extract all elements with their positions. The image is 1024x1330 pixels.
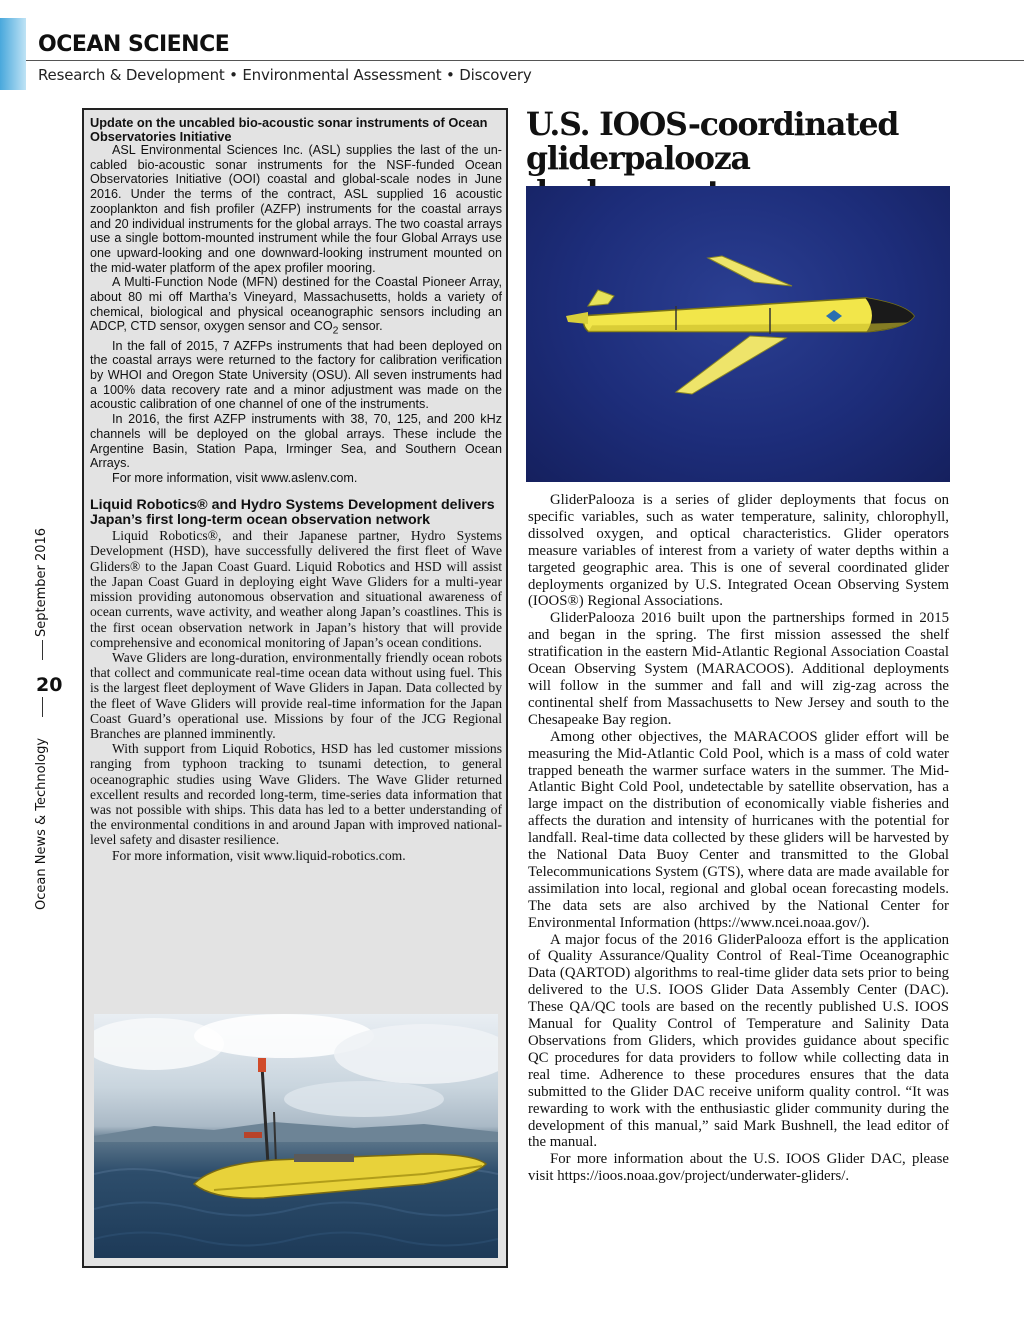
article1-paragraph: A Multi-Function Node (MFN) destined for the Coastal Pioneer Array, about 80 mi off Martha’s Vineyard, Massachusetts, holds a variety of chemical, biological and physical oceanographic sensors including an ADCP, CTD sensor, oxygen sensor and $CO_2$ sensor. [90,275,502,337]
article2-title: Liquid Robotics® and Hydro Systems Development delivers Japan’s first long-term ocean observation network [90,496,495,528]
wave-glider-illustration [94,1014,498,1258]
article2-paragraph: With support from Liquid Robotics, HSD has led customer missions ranging from typhoon tracking to tsunami detection, to general oceanographic studies using Wave Gliders. The Wave Glider returned excellent results and recorded long-term, time-series data information that was not possible with ships. This data has led to a better understanding of the environmental conditions in and around Japan with improved national-level safety and disaster resilience. [90,741,502,848]
main-article-paragraph: For more information about the U.S. IOOS Glider DAC, please visit https://ioos.noaa.gov/project/underwater-gliders/. [528,1151,949,1185]
article1-paragraph: For more information, visit www.aslenv.com. [112,470,358,485]
section-subtitle: Research & Development • Environmental Assessment • Discovery [38,66,532,84]
section-title: OCEAN SCIENCE [38,32,230,57]
ocean-glider-illustration [526,186,950,482]
main-article-paragraph: Among other objectives, the MARACOOS glider effort will be measuring the Mid-Atlantic Cold Pool, which is a mass of cold water trapped beneath the warmer surface waters in the summer. The Mid-Atlantic Bight Cold Pool, undetectable by satellite observation, has a large impact on the distribution of economically viable fisheries and affects the duration and intensity of hurricanes with the potential for landfall. Real-time data collected by these gliders will be harvested by the National Data Buoy Center and transmitted to the Global Telecommunications System (GTS), where data are made available for assimilation into local, regional and global ocean forecasting models. The data sets are also archived by the National Center for Environmental Information (https://www.ncei.noaa.gov/). [528,728,949,931]
wave-glider-photo [94,1014,498,1258]
issue-date: September 2016 [34,527,49,637]
article2-paragraph: Liquid Robotics®, and their Japanese partner, Hydro Systems Development (HSD), have successfully delivered the first fleet of Wave Gliders® to the Japan Coast Guard. Liquid Robotics and HSD will assist the Japan Coast Guard in deploying eight Wave Gliders for a multi-year mission providing autonomous observation and situational awareness of ocean currents, wave activity, and weather along Japan’s coastlines. This is the first ocean observation network in Japan’s history that will provide comprehensive and economical monitoring of Japan’s ocean conditions. [90,528,502,650]
article1-title: Update on the uncabled bio-acoustic sonar instruments of Ocean Observatories Initiative [90,115,488,144]
news-sidebar [82,108,508,1268]
article1-paragraph: In 2016, the first AZFP instruments with 38, 70, 125, and 200 kHz channels will be deployed on the global arrays. These include the Argentine Basin, Station Papa, Irminger Sea, and Southern Ocean Arrays. [90,412,502,471]
co2-subscript: 2 [332,324,339,337]
header-color-band [0,18,26,90]
article2-paragraph: For more information, visit www.liquid-robotics.com. [112,847,406,863]
main-article-paragraph: GliderPalooza 2016 built upon the partnerships formed in 2015 and began in the spring. The first mission assessed the shelf stratification in the eastern Mid-Atlantic Regional Association Coastal Ocean Observing System (MARACOOS). Additional deployments will follow in the summer and fall and will zig-zag across the continental shelf from Massachusetts to New Jersey and south to the Chesapeake Bay region. [528,610,949,728]
article1-paragraph: In the fall of 2015, 7 AZFPs instruments that had been deployed on the coastal arrays were returned to the factory for calibration verification by WHOI and Oregon State University (OSU). All seven instruments had a 100% data recovery rate and a minor adjustment was made on the acoustic calibration of one channel of one of the instruments. [90,338,502,412]
main-article-paragraph: GliderPalooza is a series of glider deployments that focus on specific variables, such as water temperature, salinity, chlorophyll, dissolved oxygen, and optical characteristics. Glider operators measure variables of interest from a variety of water depths within a targeted geographic area. This is one of several coordinated glider deployments organized by U.S. Integrated Ocean Observing System (IOOS®) Regional Associations. [528,492,949,610]
side-divider [42,697,43,717]
side-divider [42,640,43,660]
ocean-glider-photo [526,186,950,482]
main-article-body [528,492,949,1185]
page-number: 20 [36,674,63,696]
magazine-name: Ocean News & Technology [34,737,49,910]
article1-paragraph: ASL Environmental Sciences Inc. (ASL) supplies the last of the un-cabled bio-acoustic sonar instruments for the NSF-funded Ocean Observatories Initiative (OOI) coastal and global-scale nodes in June 2016. Under the terms of the contract, ASL supplied 16 acoustic zooplankton and fish profiler (AZFP) instruments for the coastal arrays and 20 individual instruments for the global arrays. The two coastal arrays use a single bottom-mounted instrument while the four Global Arrays use one upward-looking and one downward-looking instrument mounted on the mid-water platform of the apex profiler mooring. [90,143,502,275]
header-rule [26,60,1024,61]
article-headline: U.S. IOOS-coordinated gliderpalooza [526,106,899,177]
main-article-paragraph: A major focus of the 2016 GliderPalooza effort is the application of Quality Assurance/Quality Control of Real-Time Oceanographic Data (QARTOD) algorithms to real-time glider data sets prior to being delivered to the U.S. IOOS Glider Data Assembly Center (DAC). These QA/QC tools are based on the recently published U.S. IOOS Manual for Quality Control of Temperature and Salinity Data Observations from Gliders, which provides guidance about specific QC procedures for data providers to follow while collecting data in real time. Adherence to these procedures ensures that the data submitted to the Glider DAC receive uniform quality control. “It was rewarding to work with the enthusiastic glider community during the development of this manual,” said Mark Bushnell, the lead editor of the manual. [528,931,949,1151]
article2-paragraph: Wave Gliders are long-duration, environmentally friendly ocean robots that collect and communicate real-time ocean data without using fuel. This is the largest fleet deployment of Wave Gliders in Japan. Data collected by the fleet of Wave Gliders will provide real-time information for the Japan Coast Guard’s operational use. Missions by four of the JCG Regional Branches are planned imminently. [90,649,502,741]
